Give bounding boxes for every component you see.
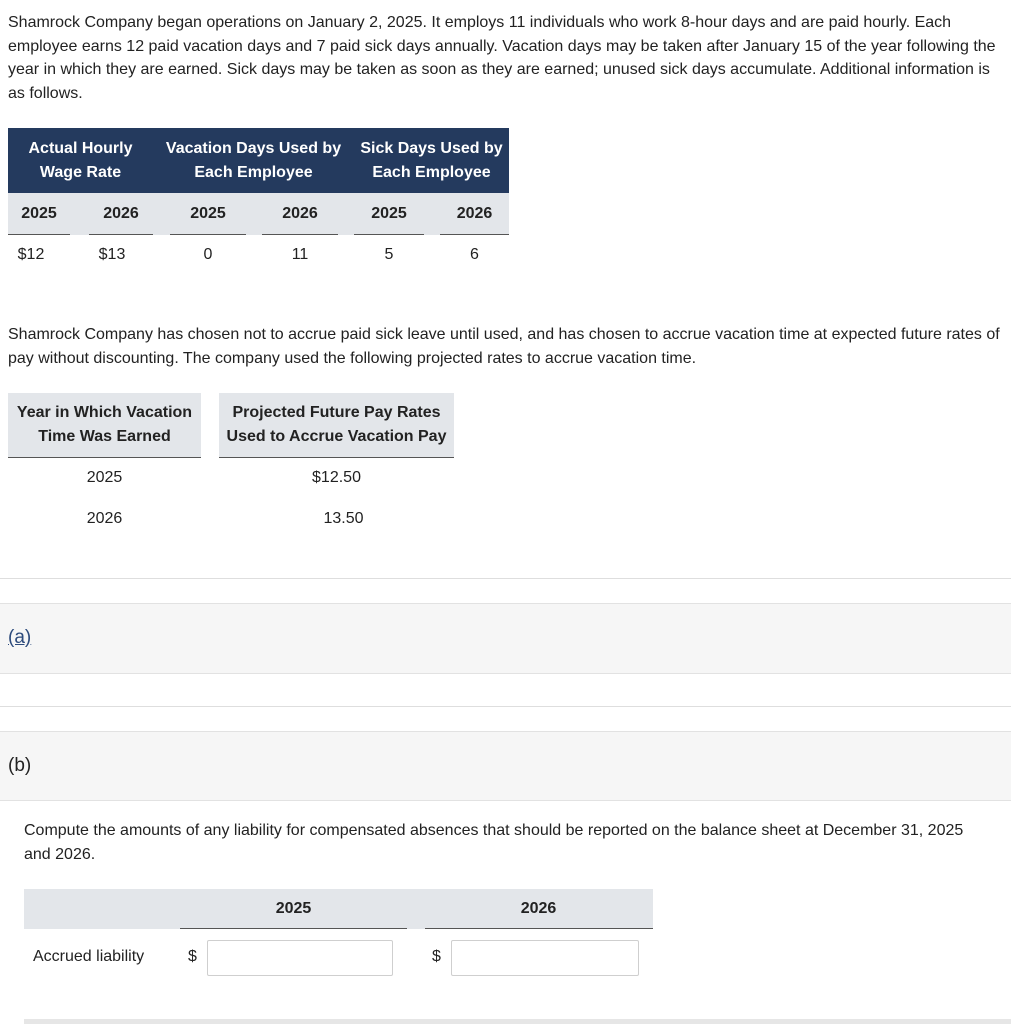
year-wage-2025: 2025 [21,205,57,222]
divider [425,928,653,929]
header-year-earned: Year in Which Vacation Time Was Earned [8,393,201,457]
answer-col-2025: 2025 [275,900,312,917]
value-wage-2026: $13 [98,246,126,263]
divider [89,234,153,235]
year-vacation-2025: 2025 [190,205,226,222]
part-a-header [0,603,1011,674]
currency-symbol: $ [188,948,197,965]
next-section-edge [24,1019,1011,1024]
accrual-policy-text: Shamrock Company has chosen not to accrue paid sick leave until used, and has chosen to accrue vacation time at expected future rates of pay without discounting. The company used the following projected rates to accrue vacation time. [8,326,1000,367]
section-divider [0,706,1011,707]
rate-row-value: $12.50 [312,469,361,486]
year-sick-2026: 2026 [456,205,493,222]
section-divider [0,578,1011,579]
part-a-label [8,627,31,649]
divider [170,234,246,235]
accrued-liability-label: Accrued liability [33,948,145,965]
divider [354,234,424,235]
year-vacation-2026: 2026 [282,205,318,222]
header-wage-rate: Actual Hourly Wage Rate [8,128,153,193]
header-sick-days: Sick Days Used by Each Employee [354,128,509,193]
divider [8,457,201,458]
answer-col-2026: 2026 [520,900,557,917]
part-a-link[interactable]: (a) [8,627,32,648]
value-vacation-2025: 0 [203,246,213,263]
currency-symbol: $ [432,948,441,965]
year-sick-2025: 2025 [371,205,407,222]
header-projected-rates: Projected Future Pay Rates Used to Accrue Vacation Pay [219,393,454,457]
divider [180,928,407,929]
accrued-liability-2026-input[interactable] [451,940,639,976]
accrued-liability-2025-input[interactable] [207,940,393,976]
rate-row-value: 13.50 [323,510,364,527]
year-wage-2026: 2026 [103,205,139,222]
value-sick-2026: 6 [470,246,479,263]
divider [219,457,454,458]
problem-intro: Shamrock Company began operations on January 2, 2025. It employs 11 individuals who work 8-hour days and are paid hourly. Each employee earns 12 paid vacation days and 7 paid sick days annually. Vacation days may be taken after January 15 of the year following the year in which they are earned. Sick days may be taken as soon as they are earned; unused sick days accumulate. Additional information is as follows. [8,14,996,102]
value-sick-2025: 5 [384,246,394,263]
rate-row-year: 2026 [86,510,123,527]
divider [440,234,509,235]
value-wage-2025: $12 [17,246,45,263]
year-subheader-row [8,193,509,235]
rate-row-year: 2025 [86,469,123,486]
part-b-header [0,731,1011,801]
value-vacation-2026: 11 [291,246,309,263]
header-vacation-days: Vacation Days Used by Each Employee [153,128,354,193]
divider [8,234,70,235]
divider [262,234,338,235]
part-b-label: (b) [8,755,32,776]
part-b-question: Compute the amounts of any liability for compensated absences that should be reported on the balance sheet at December 31, 2025 and 2026. [24,822,964,863]
